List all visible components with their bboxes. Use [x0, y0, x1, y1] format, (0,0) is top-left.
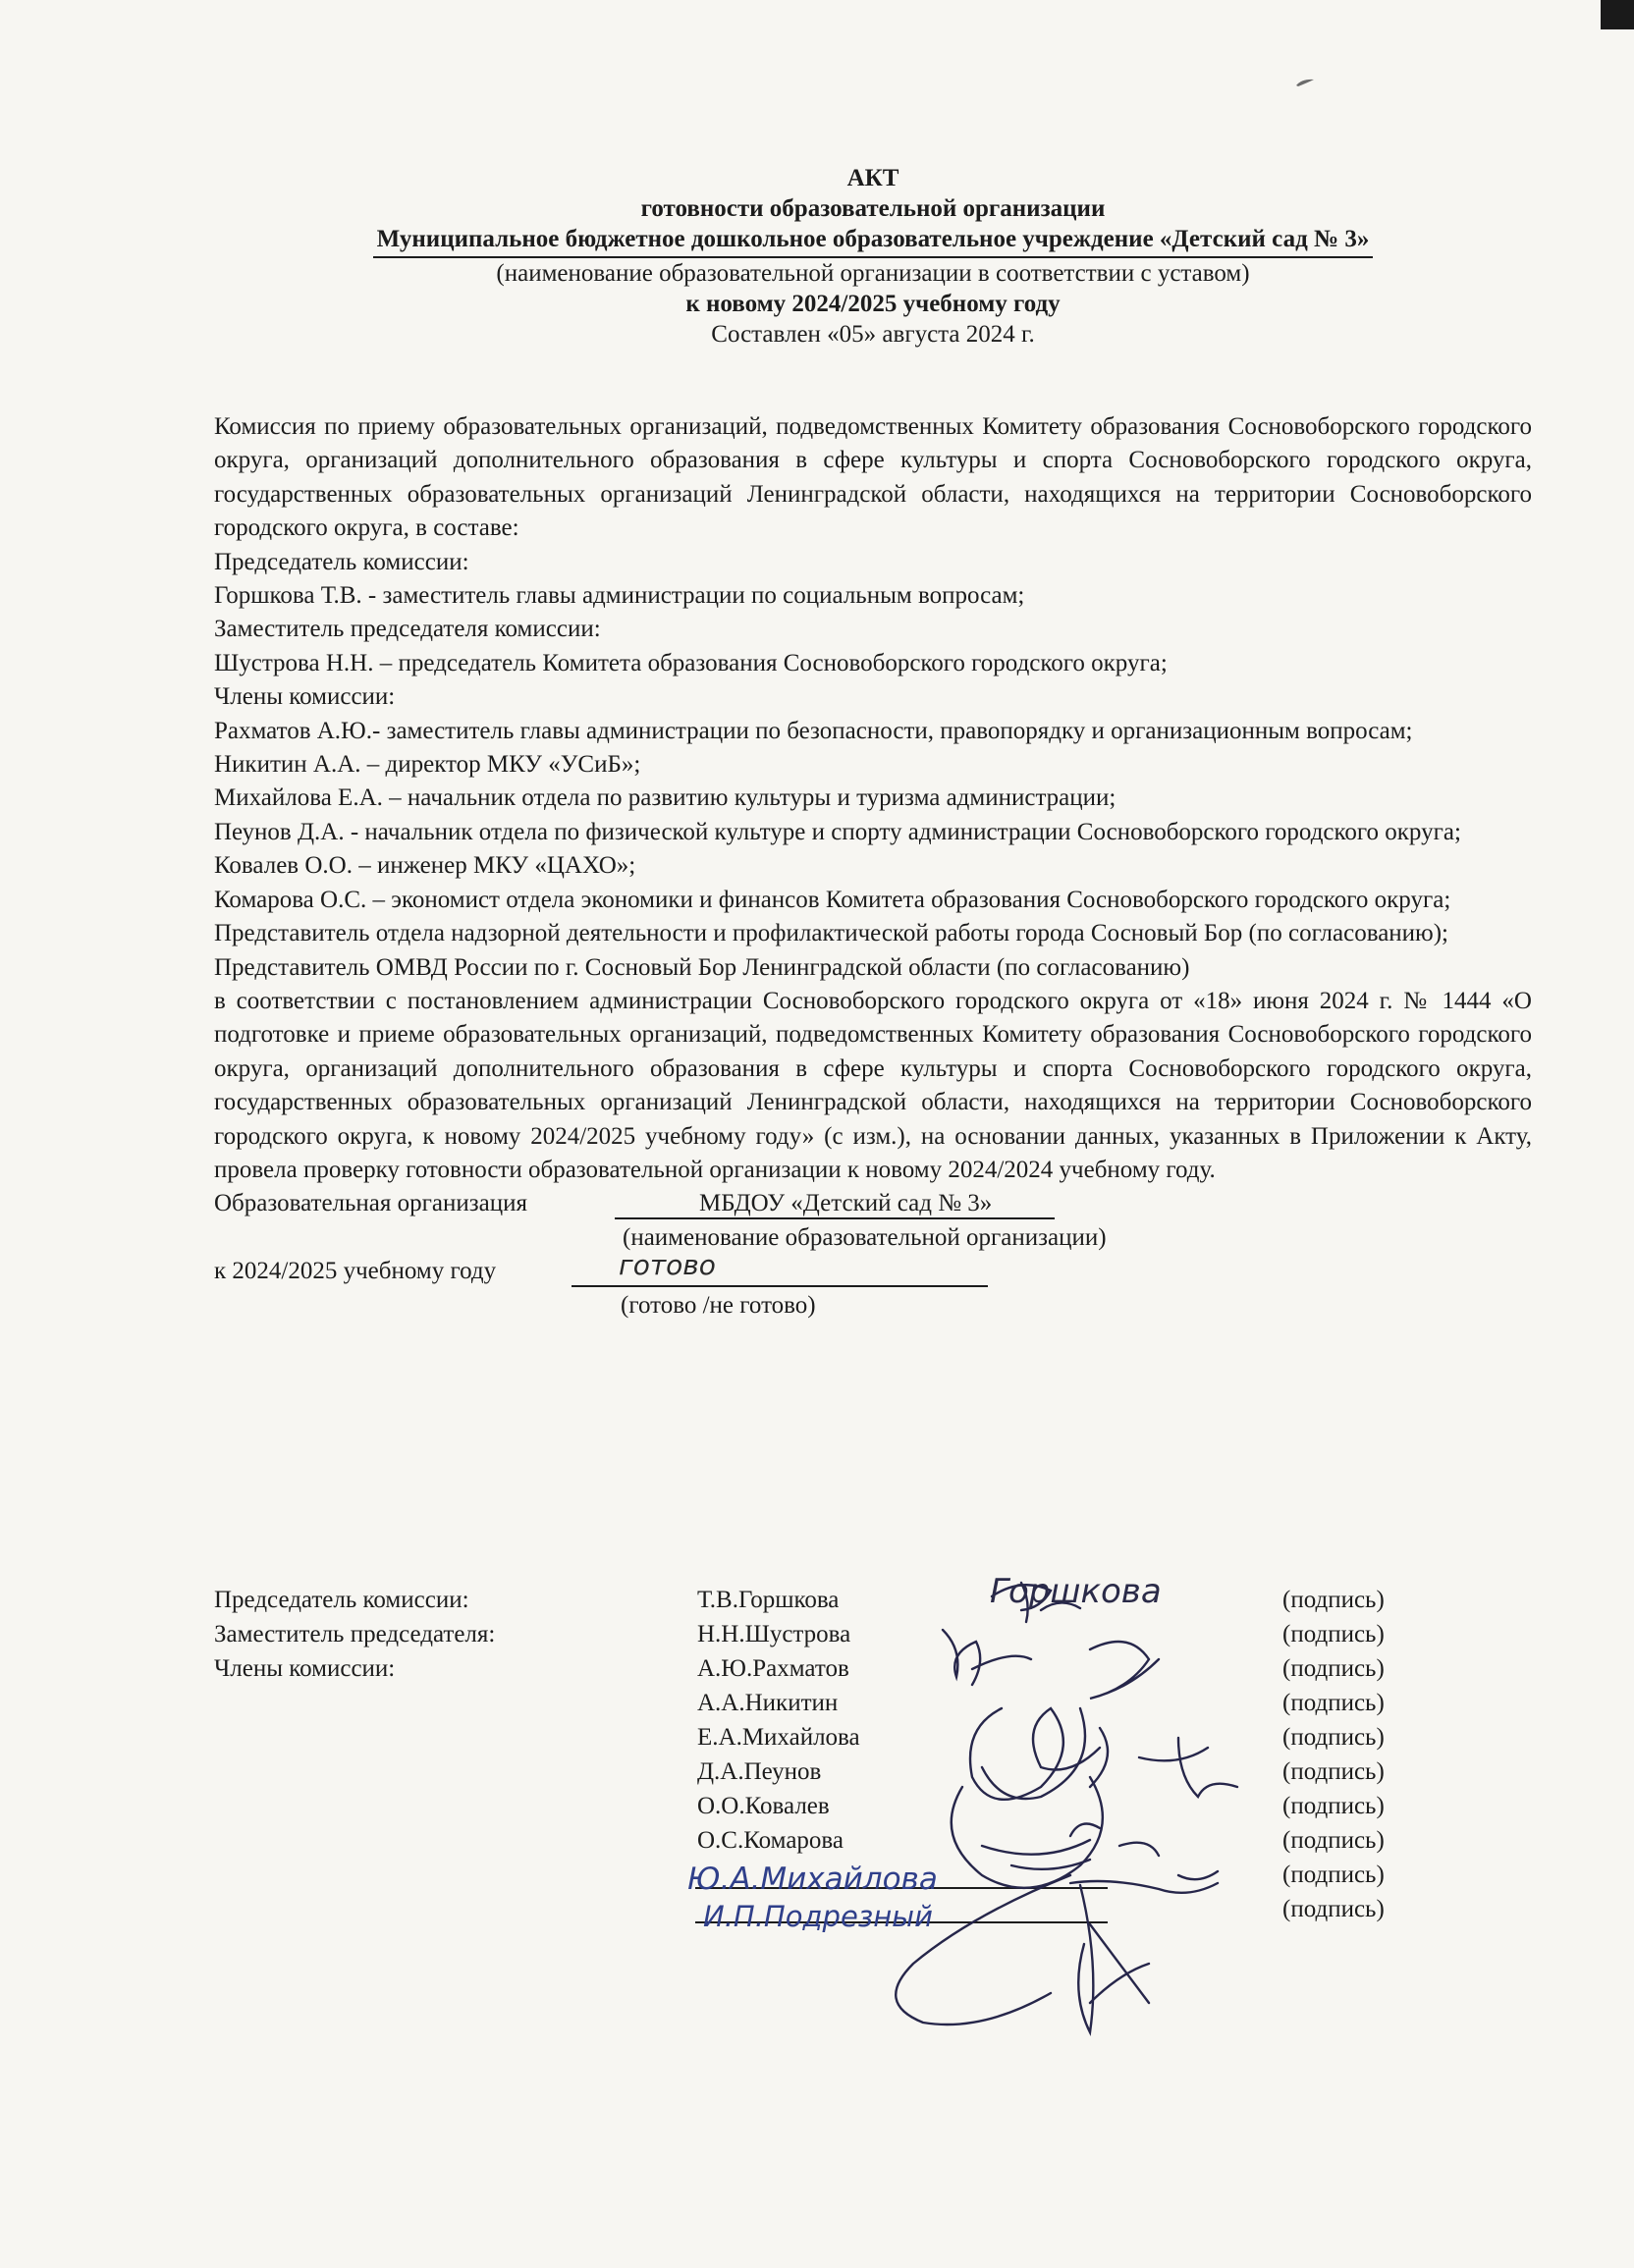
org-caption: (наименование образовательной организации в соответствии с уставом) — [496, 260, 1250, 287]
org-field-row — [214, 1187, 1532, 1220]
org-field-label: Образовательная организация — [214, 1190, 527, 1217]
signature-extra-row-1 — [214, 1858, 1532, 1892]
readiness-label: к 2024/2025 учебному году — [214, 1258, 497, 1285]
readiness-row — [214, 1249, 1532, 1288]
org-field-value-line — [615, 1187, 1055, 1219]
commission-line: Пеунов Д.А. - начальник отдела по физической культуре и спорту администрации Сосновоборского городского округа; — [214, 818, 1461, 845]
svg-text:И.П.Подрезный: И.П.Подрезный — [703, 1900, 933, 1933]
signature-podpis-label: (подпись) — [1282, 1862, 1385, 1888]
signature-blank-line — [695, 1892, 1108, 1923]
signature-role: Члены комиссии: — [214, 1655, 396, 1682]
signature-rows — [214, 1583, 1532, 1858]
signature-podpis-label: (подпись) — [1282, 1896, 1385, 1922]
commission-line: Рахматов А.Ю.- заместитель главы администрации по безопасности, правопорядку и организационным вопросам; — [214, 717, 1413, 744]
signature-row — [214, 1720, 1532, 1755]
org-caption-row — [214, 1221, 1532, 1255]
org-field-caption: (наименование образовательной организации) — [623, 1223, 1107, 1251]
signature-member-name: Е.А.Михайлова — [697, 1724, 860, 1751]
signature-row — [214, 1755, 1532, 1789]
year-line: к новому 2024/2025 учебному году — [685, 291, 1061, 317]
signature-row — [214, 1823, 1532, 1858]
svg-text:Ю.А.Михайлова: Ю.А.Михайлова — [687, 1862, 938, 1897]
org-full-name: Муниципальное бюджетное дошкольное образовательное учреждение «Детский сад № 3» — [373, 224, 1374, 258]
intro-paragraph: Комиссия по приему образовательных организаций, подведомственных Комитету образования Сосновоборского городского округа, организаций дополнительного образования в сфере культуры и спорта Сосновоборского городского округа, государственных образовательных организаций Ленинградской области, находящихся на территории Сосновоборского городского округа, в составе: — [214, 413, 1532, 542]
org-field-value: МБДОУ «Детский сад № 3» — [699, 1190, 993, 1217]
commission-line: Председатель комиссии: — [214, 548, 469, 575]
act-title: АКТ — [846, 165, 899, 191]
document-header — [214, 163, 1532, 350]
signature-blank-line — [695, 1858, 1108, 1889]
commission-line: Представитель отдела надзорной деятельности и профилактической работы города Сосновый Бор (по согласованию); — [214, 920, 1448, 947]
commission-line: Ковалев О.О. – инженер МКУ «ЦАХО»; — [214, 852, 636, 880]
basis-paragraph: в соответствии с постановлением администрации Сосновоборского городского округа от «18» июня 2024 г. № 1444 «О подготовке и приеме образовательных организаций, подведомственных Комитету образования Сосновоборского городского округа, организаций дополнительного образования в сфере культуры и спорта Сосновоборского городского округа, государственных образовательных организаций Ленинградской области, находящихся на территории Сосновоборского городского округа, к новому 2024/2025 учебному году» (с изм.), на основании данных, указанных в Приложении к Акту, провела проверку готовности образовательной организации к новому 2024/2024 учебному году. — [214, 987, 1532, 1183]
commission-list — [214, 546, 1532, 985]
signature-podpis-label: (подпись) — [1282, 1827, 1385, 1854]
signature-podpis-label: (подпись) — [1282, 1793, 1385, 1819]
signature-extra-row-2 — [214, 1892, 1532, 1926]
commission-line: Представитель ОМВД России по г. Сосновый Бор Ленинградской области (по согласованию) — [214, 953, 1190, 981]
signature-member-name: О.О.Ковалев — [697, 1793, 830, 1819]
signature-podpis-label: (подпись) — [1282, 1724, 1385, 1751]
commission-line: Никитин А.А. – директор МКУ «УСиБ»; — [214, 751, 641, 779]
signature-member-name: Н.Н.Шустрова — [697, 1621, 851, 1647]
signature-member-name: Д.А.Пеунов — [697, 1758, 822, 1785]
signature-podpis-label: (подпись) — [1282, 1621, 1385, 1647]
signature-member-name: А.Ю.Рахматов — [697, 1655, 849, 1682]
signature-row — [214, 1789, 1532, 1823]
commission-line: Члены комиссии: — [214, 683, 396, 711]
readiness-value: готово — [619, 1249, 716, 1282]
signature-block — [214, 1583, 1532, 1926]
compiled-date: Составлен «05» августа 2024 г. — [711, 321, 1035, 348]
readiness-caption: (готово /не готово) — [621, 1291, 816, 1319]
signature-member-name: О.С.Комарова — [697, 1827, 844, 1854]
signature-row — [214, 1651, 1532, 1686]
signature-row — [214, 1583, 1532, 1617]
signature-member-name: Т.В.Горшкова — [697, 1587, 840, 1613]
svg-text:Горшкова: Горшкова — [990, 1572, 1162, 1611]
signature-row — [214, 1617, 1532, 1651]
signature-member-name: А.А.Никитин — [697, 1690, 839, 1716]
commission-line: Михайлова Е.А. – начальник отдела по развитию культуры и туризма администрации; — [214, 784, 1117, 812]
signature-podpis-label: (подпись) — [1282, 1655, 1385, 1682]
commission-line: Комарова О.С. – экономист отдела экономики и финансов Комитета образования Сосновоборского городского округа; — [214, 886, 1451, 913]
signature-podpis-label: (подпись) — [1282, 1690, 1385, 1716]
signature-podpis-label: (подпись) — [1282, 1587, 1385, 1613]
commission-line: Заместитель председателя комиссии: — [214, 616, 601, 643]
act-subtitle: готовности образовательной организации — [640, 195, 1106, 222]
commission-line: Горшкова Т.В. - заместитель главы администрации по социальным вопросам; — [214, 582, 1025, 610]
signature-role: Заместитель председателя: — [214, 1621, 496, 1647]
scan-dark-edge — [1601, 0, 1634, 29]
signature-role: Председатель комиссии: — [214, 1587, 469, 1613]
pen-mark — [1294, 77, 1318, 88]
document-body — [214, 410, 1532, 1323]
readiness-handwritten — [615, 1249, 811, 1286]
signature-podpis-label: (подпись) — [1282, 1758, 1385, 1785]
readiness-caption-row — [214, 1289, 1532, 1323]
signature-row — [214, 1686, 1532, 1720]
commission-line: Шустрова Н.Н. – председатель Комитета образования Сосновоборского городского округа; — [214, 649, 1168, 676]
